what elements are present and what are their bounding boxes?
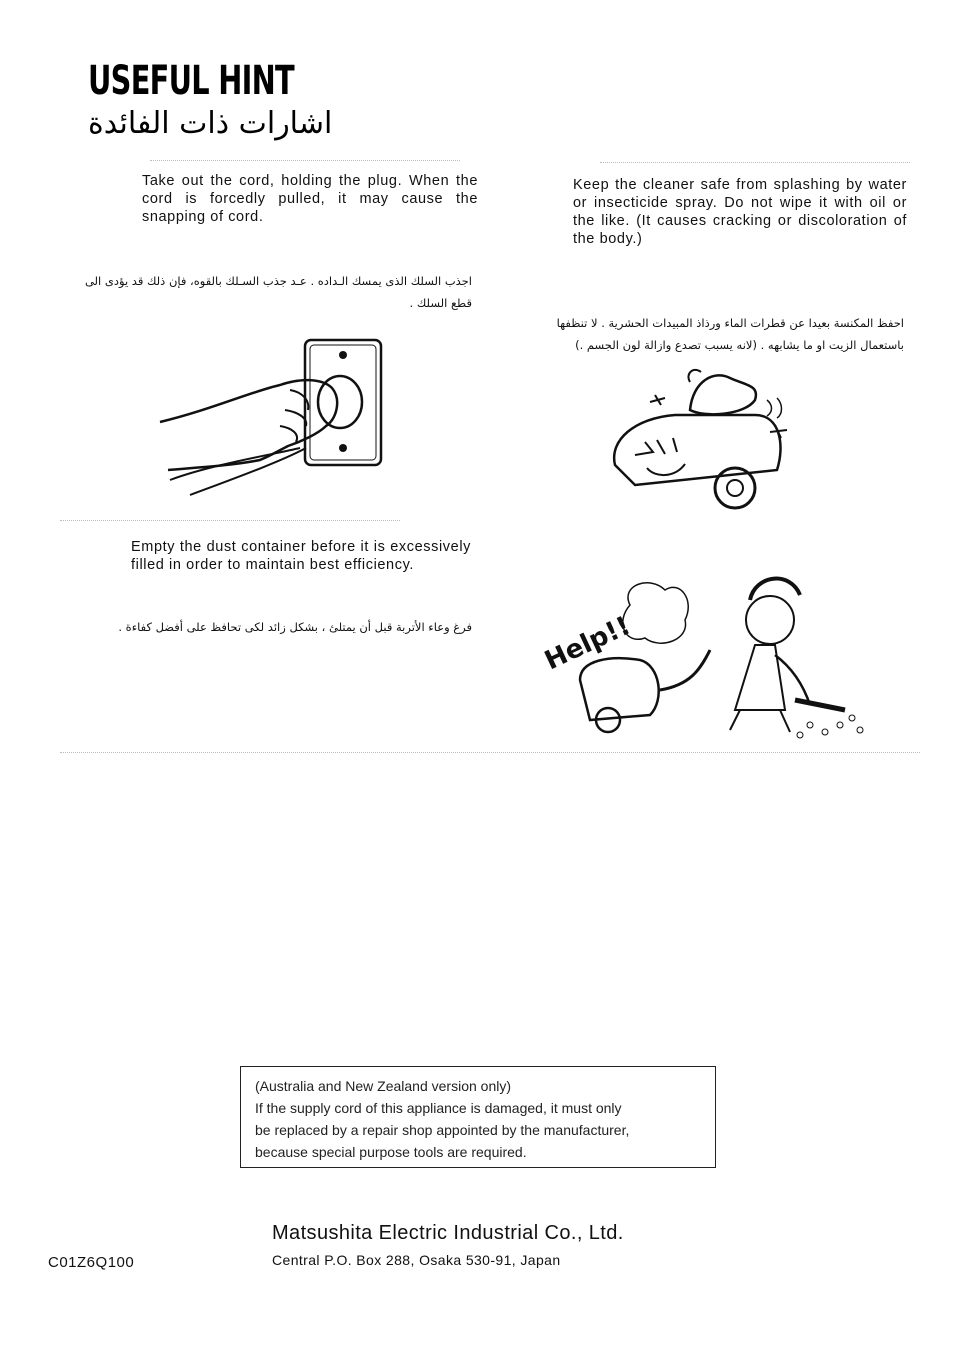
help-text: Help!! — [540, 610, 636, 677]
notice-line: (Australia and New Zealand version only) — [255, 1078, 512, 1094]
hint-dust-english: Empty the dust container before it is excessively filled in order to maintain best efficiency. — [131, 539, 471, 573]
cleaner-wiping-illustration — [595, 360, 815, 515]
notice-line: be replaced by a repair shop appointed by the manufacturer, — [255, 1122, 630, 1138]
divider — [150, 160, 460, 161]
hint-splash-english: Keep the cleaner safe from splashing by water or insecticide spray. Do not wipe it with oil or the like. (It causes cracking or discoloration of the body.) — [573, 177, 907, 247]
company-address: Central P.O. Box 288, Osaka 530-91, Japan — [272, 1252, 561, 1268]
hint-cord-arabic: اجذب السلك الذى يمسك الـداده . عـد جذب السـلك بالقوه، فإن ذلك قد يؤدى الى قطع السلك . — [84, 274, 472, 310]
divider — [600, 162, 910, 163]
hint-cord-english: Take out the cord, holding the plug. When the cord is forcedly pulled, it may cause the snapping of cord. — [142, 173, 478, 225]
help-illustration — [540, 560, 890, 745]
hint-dust-arabic: فرغ وعاء الأتربة قبل أن يمتلئ ، بشكل زائد لكى تحافظ على أفضل كفاءة . — [118, 620, 472, 634]
document-code: C01Z6Q100 — [48, 1254, 135, 1271]
divider — [60, 520, 400, 521]
regional-notice-box — [240, 1066, 716, 1168]
notice-line: If the supply cord of this appliance is damaged, it must only — [255, 1100, 622, 1116]
page-title: USEFUL HINT — [88, 58, 294, 104]
company-name: Matsushita Electric Industrial Co., Ltd. — [272, 1222, 624, 1244]
notice-line: because special purpose tools are required. — [255, 1144, 527, 1160]
page-title-arabic: اشارات ذات الفائدة — [88, 106, 333, 141]
divider — [60, 752, 920, 753]
hint-splash-arabic: احفظ المكنسة بعيدا عن قطرات الماء ورذاذ المبيدات الحشرية . لا تنظفها باستعمال الزيت او ما يشابهه . (لانه يسبب تصدع وازالة لون الجسم .) — [556, 316, 904, 352]
plug-hand-illustration — [150, 330, 390, 500]
